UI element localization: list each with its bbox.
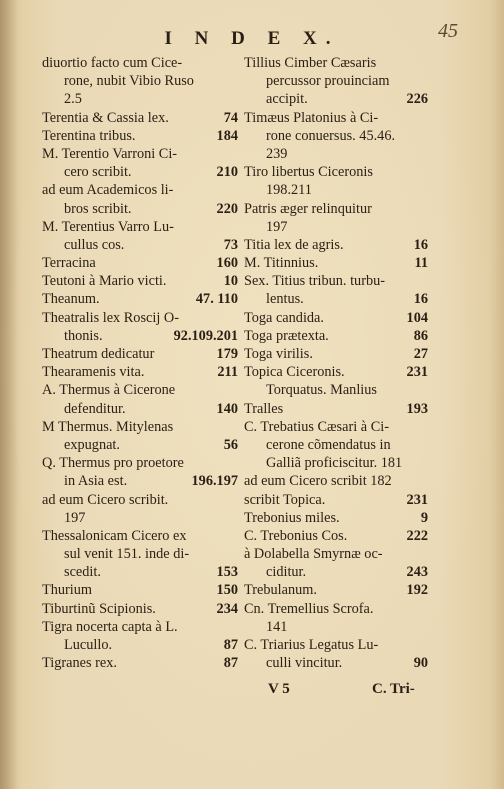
index-entry-text: Terentina tribus. <box>42 127 136 144</box>
signature-mark: V 5 <box>268 681 290 697</box>
index-entry-text: accipit. <box>266 91 308 108</box>
index-entry-page: 184 <box>216 127 238 144</box>
index-entry-page: 193 <box>406 400 428 417</box>
index-entry-page: 192 <box>406 582 428 599</box>
index-entry-page: 47. 110 <box>195 291 238 308</box>
index-entry-text: Patris æger relinquitur <box>244 200 372 217</box>
index-entry-text: 2.5 <box>64 91 82 108</box>
index-entry-page: 56 <box>223 436 238 453</box>
index-entry <box>42 563 238 581</box>
index-entry <box>42 636 238 654</box>
index-entry-page: 11 <box>414 255 428 272</box>
index-entry-text: Tigranes rex. <box>42 655 117 672</box>
index-entry <box>244 200 428 218</box>
index-entry <box>244 654 428 672</box>
index-entry <box>42 127 238 145</box>
index-entry-text: C. Trebonius Cos. <box>244 527 348 544</box>
index-entry-text: à Dolabella Smyrnæ oc- <box>244 546 383 563</box>
index-entry-text: ad eum Cicero scribit 182 <box>244 473 392 490</box>
index-entry-page: 222 <box>406 527 428 544</box>
index-entry-text: Tiro libertus Ciceronis <box>244 164 373 181</box>
index-entry-text: Sex. Titius tribun. turbu- <box>244 273 386 290</box>
index-entry <box>244 345 428 363</box>
index-entry <box>244 545 428 563</box>
index-entry <box>244 454 428 472</box>
index-entry <box>244 327 428 345</box>
index-entry-text: bros scribit. <box>64 200 132 217</box>
index-entry-text: ad eum Cicero scribit. <box>42 491 169 508</box>
index-entry <box>244 218 428 236</box>
index-entry-text: thonis. <box>64 327 103 344</box>
page-footer <box>0 681 504 701</box>
index-entry <box>42 472 238 490</box>
index-entry-text: scribit Topica. <box>244 491 326 508</box>
index-entry-page: 243 <box>406 564 428 581</box>
index-entry-page: 16 <box>413 236 428 253</box>
index-entry <box>42 181 238 199</box>
index-entry-text: Q. Thermus pro proetore <box>42 455 184 472</box>
index-entry-page: 231 <box>406 364 428 381</box>
index-entry-text: Toga virilis. <box>244 346 313 362</box>
index-entry <box>42 436 238 454</box>
index-entry-text: Tillius Cimber Cæsaris <box>244 55 377 71</box>
index-entry-text: rone conuersus. 45.46. <box>266 127 396 144</box>
index-entry <box>244 72 428 90</box>
index-entry <box>42 400 238 418</box>
index-entry-text: expugnat. <box>64 436 120 453</box>
index-entry-text: lentus. <box>266 291 304 308</box>
index-entry-page: 9 <box>420 509 428 526</box>
index-entry-text: Terracina <box>42 255 96 272</box>
index-entry-text: Torquatus. Manlius <box>266 382 377 399</box>
index-entry <box>42 363 238 381</box>
index-entry <box>244 181 428 199</box>
index-entry-text: Theanum. <box>42 291 100 308</box>
index-entry <box>42 618 238 636</box>
index-entry <box>42 290 238 308</box>
index-entry-text: culli vincitur. <box>266 655 343 672</box>
page-header-title: I N D E X. <box>164 28 340 49</box>
index-entry <box>42 381 238 399</box>
index-entry-text: in Asia est. <box>64 473 128 490</box>
index-entry <box>244 309 428 327</box>
index-entry <box>42 600 238 618</box>
index-entry <box>42 54 238 72</box>
index-entry-text: M. Titinnius. <box>244 255 319 272</box>
index-entry <box>244 90 428 108</box>
index-entry-page: 104 <box>406 309 428 326</box>
index-entry-text: 197 <box>266 218 288 235</box>
index-entry-page: 226 <box>406 91 428 108</box>
index-entry-text: cero scribit. <box>64 164 132 181</box>
index-entry-page: 73 <box>223 236 238 253</box>
index-entry-page: 27 <box>413 346 428 362</box>
index-entry-text: C. Trebatius Cæsari à Ci- <box>244 418 389 435</box>
index-entry <box>42 581 238 599</box>
catchword: C. Tri- <box>372 681 415 697</box>
index-entry-page: 231 <box>406 491 428 508</box>
index-entry-page: 234 <box>216 600 238 617</box>
index-entry-text: M Thermus. Mitylenas <box>42 418 174 435</box>
index-entry-page: 87 <box>223 637 238 653</box>
index-entry <box>42 200 238 218</box>
index-entry <box>42 109 238 127</box>
index-entry <box>244 472 428 490</box>
index-entry-text: defenditur. <box>64 400 126 417</box>
index-entry <box>244 363 428 381</box>
index-entry-text: Theatralis lex Roscij O- <box>42 309 179 326</box>
index-column-right <box>244 54 428 672</box>
index-entry-page: 10 <box>223 273 238 290</box>
index-entry <box>42 309 238 327</box>
index-entry-text: C. Triarius Legatus Lu- <box>244 637 379 653</box>
index-entry <box>42 345 238 363</box>
index-entry-text: scedit. <box>64 564 101 581</box>
index-entry-text: Theatrum dedicatur <box>42 346 155 362</box>
index-entry-text: Cn. Tremellius Scrofa. <box>244 600 374 617</box>
index-entry <box>244 109 428 127</box>
index-entry <box>42 491 238 509</box>
index-entry <box>244 54 428 72</box>
index-entry <box>42 145 238 163</box>
index-entry-page: 220 <box>216 200 238 217</box>
index-entry <box>42 218 238 236</box>
index-entry-text: Toga prætexta. <box>244 327 329 344</box>
index-entry-page: 87 <box>223 655 238 672</box>
index-entry <box>244 127 428 145</box>
index-entry-text: Toga candida. <box>244 309 324 326</box>
index-entry-page: 140 <box>216 400 238 417</box>
index-entry-text: M. Terentio Varroni Ci- <box>42 145 178 162</box>
index-entry-text: rone, nubit Vibio Ruso <box>64 73 194 90</box>
index-entry-text: 198.211 <box>266 182 312 199</box>
index-entry-text: cullus cos. <box>64 236 125 253</box>
index-entry-page: 86 <box>413 327 428 344</box>
index-entry-text: ciditur. <box>266 564 307 581</box>
index-entry-text: ad eum Academicos li- <box>42 182 174 199</box>
index-entry-text: 239 <box>266 145 288 162</box>
index-entry-page: 150 <box>216 582 238 599</box>
index-entry-page: 74 <box>223 109 238 126</box>
index-entry <box>244 290 428 308</box>
index-entry-page: 211 <box>217 364 238 381</box>
index-entry <box>42 545 238 563</box>
index-entry <box>244 636 428 654</box>
index-entry <box>42 236 238 254</box>
index-entry <box>244 527 428 545</box>
index-entry-page: 90 <box>413 655 428 672</box>
index-entry <box>244 163 428 181</box>
index-entry <box>42 327 238 345</box>
index-entry <box>244 491 428 509</box>
index-entry <box>42 527 238 545</box>
index-entry-text: Terentia & Cassia lex. <box>42 109 169 126</box>
index-entry-text: Tigra nocerta capta à L. <box>42 618 178 635</box>
index-entry-text: diuortio facto cum Cice- <box>42 55 183 71</box>
index-entry <box>244 381 428 399</box>
index-entry-text: Topica Ciceronis. <box>244 364 345 381</box>
index-entry-text: Tralles <box>244 400 284 417</box>
index-entry-text: percussor prouinciam <box>266 73 390 90</box>
index-entry <box>42 454 238 472</box>
index-entry-text: Lucullo. <box>64 637 113 653</box>
index-entry-text: Tiburtinũ Scipionis. <box>42 600 156 617</box>
index-entry <box>42 90 238 108</box>
index-entry <box>244 145 428 163</box>
index-entry-text: Trebulanum. <box>244 582 317 599</box>
index-entry-text: Timæus Platonius à Ci- <box>244 109 379 126</box>
index-entry-text: Trebonius miles. <box>244 509 340 526</box>
index-entry-text: 141 <box>266 618 288 635</box>
index-entry <box>244 254 428 272</box>
index-entry-text: 197 <box>64 509 86 526</box>
index-entry-text: Titia lex de agris. <box>244 236 344 253</box>
index-entry-page: 16 <box>413 291 428 308</box>
index-column-left <box>42 54 238 672</box>
index-entry-text: A. Thermus à Cicerone <box>42 382 176 399</box>
index-entry <box>244 600 428 618</box>
index-entry <box>42 654 238 672</box>
index-entry-page: 160 <box>216 255 238 272</box>
index-entry-page: 196.197 <box>191 473 238 490</box>
index-entry <box>244 236 428 254</box>
index-entry-text: cerone cõmendatus in <box>266 436 391 453</box>
index-entry-text: Teutoni à Mario victi. <box>42 273 167 290</box>
index-entry <box>42 72 238 90</box>
index-entry <box>42 509 238 527</box>
index-entry <box>42 163 238 181</box>
index-entry-page: 92.109.201 <box>173 327 238 344</box>
index-entry-page: 179 <box>216 346 238 362</box>
index-entry <box>244 618 428 636</box>
index-entry-text: sul venit 151. inde di- <box>64 546 190 563</box>
handwritten-page-number: 45 <box>438 20 458 42</box>
index-entry-text: Thearamenis vita. <box>42 364 145 381</box>
index-entry <box>42 272 238 290</box>
index-entry <box>244 272 428 290</box>
index-entry-page: 153 <box>216 564 238 581</box>
index-entry <box>244 563 428 581</box>
index-entry-text: Thessalonicam Cicero ex <box>42 527 187 544</box>
index-entry-text: Galliã proficiscitur. 181 <box>266 455 403 472</box>
index-entry <box>244 400 428 418</box>
index-entry <box>244 509 428 527</box>
index-entry <box>244 581 428 599</box>
index-entry-text: Thurium <box>42 582 93 599</box>
index-entry <box>244 418 428 436</box>
index-entry <box>42 254 238 272</box>
index-entry <box>42 418 238 436</box>
index-entry <box>244 436 428 454</box>
page-gutter-shadow <box>0 0 18 789</box>
index-entry-page: 210 <box>216 164 238 181</box>
index-entry-text: M. Terentius Varro Lu- <box>42 218 174 235</box>
